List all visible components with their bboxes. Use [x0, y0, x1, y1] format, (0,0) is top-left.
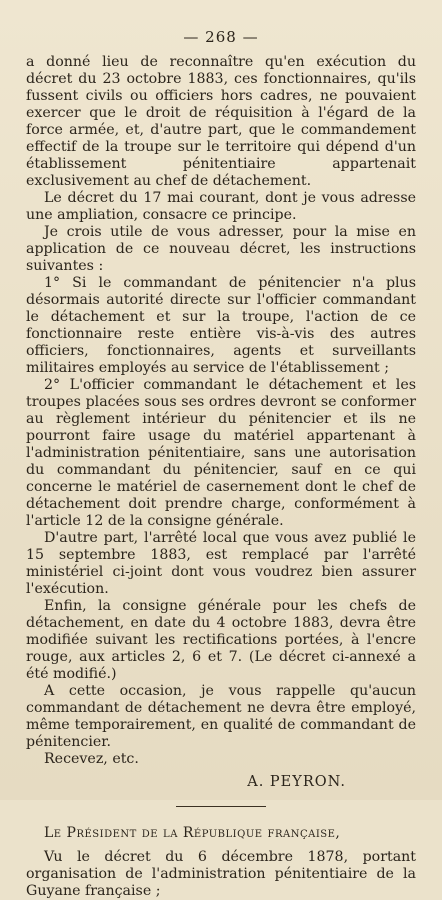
paragraph-arrete: D'autre part, l'arrêté local que vous avez publié le 15 septembre 1883, est remplacé par l'arrêté ministériel ci-joint dont vous voudrez bien assurer l'exécution.	[26, 530, 416, 597]
section-divider	[176, 806, 266, 807]
paragraph-instruction-2: 2° L'officier commandant le détachement et les troupes placées sous ses ordres devront se conformer au règlement intérieur du pénitencier et ils ne pourront faire usage du matériel appartenant à l'administration pénitentiaire, sans une autorisation du commandant du pénitencier, sauf en ce qui concerne le matériel de casernement dont le chef de détachement doit prendre charge, conformément à l'article 12 de la consigne générale.	[26, 377, 416, 529]
section-heading: Le Président de la République française,	[44, 825, 341, 841]
paragraph-vu-decret: Vu le décret du 6 décembre 1878, portant organisation de l'administration pénitentiaire de la Guyane française ;	[26, 849, 416, 899]
paragraph-continuation: a donné lieu de reconnaître qu'en exécution du décret du 23 octobre 1883, ces fonctionnaires, qu'ils fussent civils ou officiers hors cadres, ne pouvaient exercer que le droit de réquisition à l'égard de la force armée, et, d'autre part, que le commandement effectif de la troupe sur le territoire qui dépend d'un établissement pénitentiaire appartenait exclusivement au chef de détachement.	[26, 54, 416, 189]
page-number: — 268 —	[183, 28, 259, 46]
paragraph-salutation: Recevez, etc.	[44, 751, 139, 767]
paragraph-instruction-1: 1° Si le commandant de pénitencier n'a plus désormais autorité directe sur l'officier commandant le détachement et sur la troupe, l'action de ce fonctionnaire reste entière vis-à-vis des autres officiers, fonctionnaires, agents et surveillants militaires employés au service de l'établissement ;	[26, 275, 416, 376]
paragraph-instructions-intro: Je crois utile de vous adresser, pour la mise en application de ce nouveau décret, les instructions suivantes :	[26, 224, 416, 274]
signature: A. PEYRON.	[247, 774, 346, 790]
paragraph-consigne: Enfin, la consigne générale pour les chefs de détachement, en date du 4 octobre 1883, devra être modifiée suivant les rectifications portées, à l'encre rouge, aux articles 2, 6 et 7. (Le décret ci-annexé a été modifié.)	[26, 598, 416, 682]
paragraph-reminder: A cette occasion, je vous rappelle qu'aucun commandant de détachement ne devra être employé, même temporairement, en qualité de commandant de pénitencier.	[26, 683, 416, 750]
paragraph-decree: Le décret du 17 mai courant, dont je vous adresse une ampliation, consacre ce principe.	[26, 190, 416, 223]
